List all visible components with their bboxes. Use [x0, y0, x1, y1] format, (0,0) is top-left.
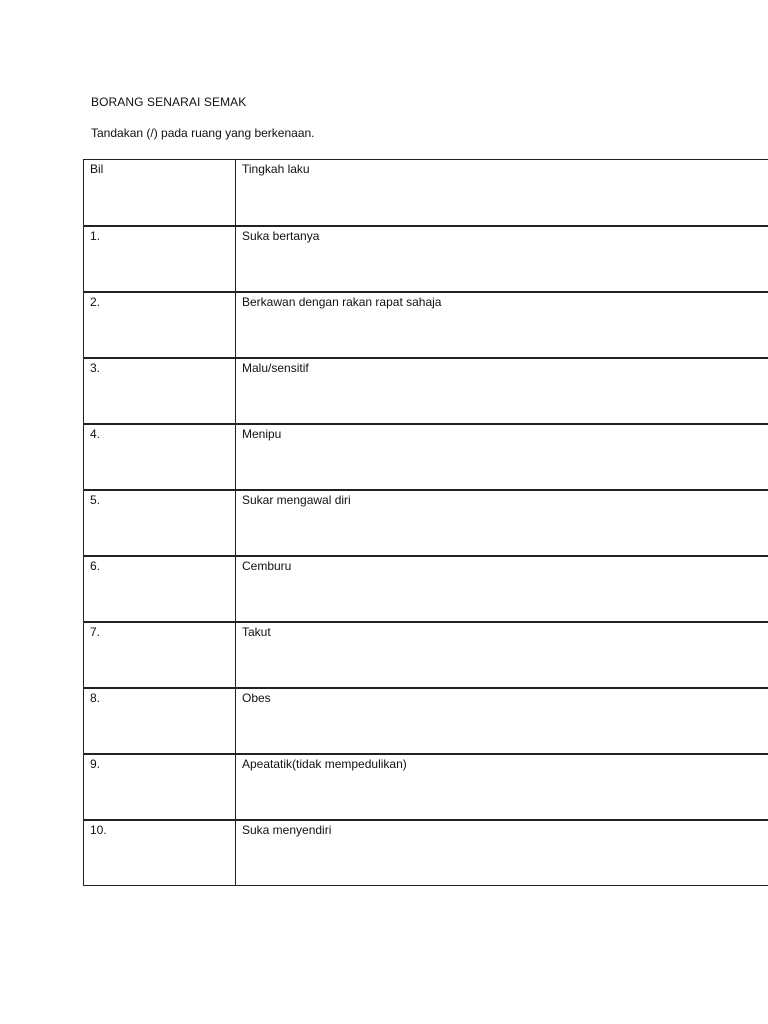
behaviour-cell	[236, 490, 768, 556]
behaviour-text: Obes	[242, 690, 271, 705]
behaviour-cell	[236, 226, 768, 292]
bil-number: 10.	[90, 822, 107, 837]
bil-cell	[84, 688, 236, 754]
bil-cell	[84, 622, 236, 688]
table-row	[84, 556, 768, 622]
bil-cell	[84, 556, 236, 622]
bil-number: 4.	[90, 426, 101, 441]
bil-cell	[84, 358, 236, 424]
bil-cell	[84, 424, 236, 490]
behaviour-text: Takut	[242, 624, 271, 639]
bil-cell	[84, 820, 236, 886]
table-header-row	[84, 160, 768, 226]
table-row	[84, 226, 768, 292]
behaviour-text: Menipu	[242, 426, 282, 441]
behaviour-text: Apeatatik(tidak mempedulikan)	[242, 756, 407, 771]
header-bil	[84, 160, 236, 226]
behaviour-cell	[236, 688, 768, 754]
table-row	[84, 688, 768, 754]
behaviour-text: Suka bertanya	[242, 228, 320, 243]
behaviour-text: Malu/sensitif	[242, 360, 309, 375]
header-tingkah-laku	[236, 160, 768, 226]
behaviour-text: Suka menyendiri	[242, 822, 332, 837]
table-row	[84, 358, 768, 424]
checklist-table	[83, 159, 768, 886]
document-title: BORANG SENARAI SEMAK	[91, 95, 247, 109]
table-row	[84, 754, 768, 820]
behaviour-cell	[236, 424, 768, 490]
behaviour-cell	[236, 358, 768, 424]
bil-number: 6.	[90, 558, 101, 573]
bil-number: 8.	[90, 690, 101, 705]
behaviour-cell	[236, 820, 768, 886]
behaviour-cell	[236, 622, 768, 688]
behaviour-cell	[236, 754, 768, 820]
bil-cell	[84, 292, 236, 358]
behaviour-cell	[236, 556, 768, 622]
bil-number: 3.	[90, 360, 101, 375]
bil-number: 5.	[90, 492, 101, 507]
instruction-text: Tandakan (/) pada ruang yang berkenaan.	[91, 126, 315, 140]
bil-number: 9.	[90, 756, 101, 771]
bil-cell	[84, 490, 236, 556]
header-bil-label: Bil	[90, 162, 104, 176]
bil-number: 7.	[90, 624, 101, 639]
behaviour-text: Sukar mengawal diri	[242, 492, 351, 507]
table-row	[84, 622, 768, 688]
bil-number: 2.	[90, 294, 101, 309]
behaviour-cell	[236, 292, 768, 358]
table-row	[84, 292, 768, 358]
bil-cell	[84, 226, 236, 292]
bil-cell	[84, 754, 236, 820]
bil-number: 1.	[90, 228, 101, 243]
behaviour-text: Berkawan dengan rakan rapat sahaja	[242, 294, 442, 309]
table-row	[84, 820, 768, 886]
behaviour-text: Cemburu	[242, 558, 292, 573]
table-row	[84, 424, 768, 490]
table-row	[84, 490, 768, 556]
checklist-table-container	[83, 159, 768, 898]
header-tingkah-laku-label: Tingkah laku	[242, 162, 310, 176]
